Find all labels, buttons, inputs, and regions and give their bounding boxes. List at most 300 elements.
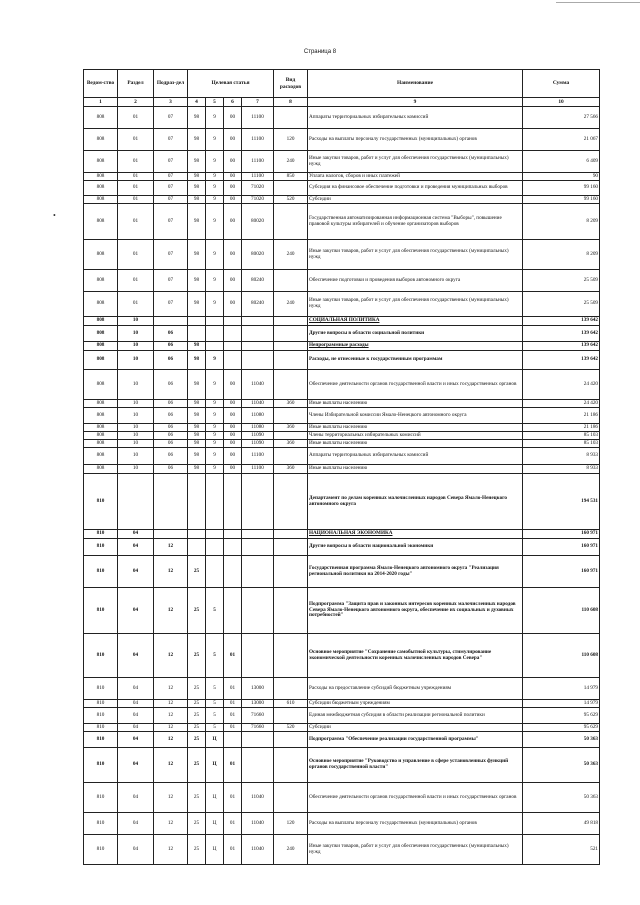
section-code: 01	[118, 181, 154, 196]
direction-code: 11090	[242, 432, 274, 440]
header-section: Раздел	[118, 70, 154, 98]
dept-code: 810	[84, 634, 118, 678]
subprogram-code: 9	[206, 181, 224, 196]
program-code: 25	[188, 634, 206, 678]
subprogram-code: 9	[206, 408, 224, 424]
dept-code: 808	[84, 173, 118, 181]
program-code: 98	[188, 196, 206, 204]
direction-code	[242, 342, 274, 351]
event-code: 00	[224, 270, 242, 292]
program-code: 98	[188, 351, 206, 370]
section-code: 01	[118, 151, 154, 173]
program-code: 98	[188, 292, 206, 317]
table-row	[84, 539, 600, 556]
subprogram-code	[206, 342, 224, 351]
direction-code: 11100	[242, 107, 274, 129]
subsection-code: 12	[154, 732, 188, 748]
section-code: 04	[118, 539, 154, 556]
program-code: 98	[188, 432, 206, 440]
subsection-code: 07	[154, 107, 188, 129]
direction-code	[242, 474, 274, 530]
subsection-code: 07	[154, 196, 188, 204]
column-number: 1	[84, 98, 118, 107]
direction-code: 71020	[242, 196, 274, 204]
subprogram-code: 9	[206, 292, 224, 317]
subprogram-code: 9	[206, 151, 224, 173]
dept-code: 808	[84, 204, 118, 240]
subprogram-code: 9	[206, 196, 224, 204]
program-code: 98	[188, 424, 206, 432]
item-name: Другие вопросы в области социальной политики	[308, 326, 523, 342]
event-code	[224, 732, 242, 748]
subsection-code: 07	[154, 173, 188, 181]
subsection-code: 07	[154, 151, 188, 173]
dept-code: 808	[84, 351, 118, 370]
section-code: 01	[118, 196, 154, 204]
scan-edge-line	[556, 2, 640, 3]
event-code: 00	[224, 448, 242, 465]
section-code: 10	[118, 408, 154, 424]
table-row	[84, 440, 600, 448]
expense-type-code	[274, 107, 308, 129]
table-row	[84, 107, 600, 129]
table-row	[84, 634, 600, 678]
expense-type-code	[274, 732, 308, 748]
dept-code: 810	[84, 813, 118, 835]
program-code: 25	[188, 708, 206, 724]
section-code: 04	[118, 678, 154, 700]
subprogram-code	[206, 317, 224, 326]
direction-code: 11040	[242, 400, 274, 408]
program-code: 98	[188, 173, 206, 181]
table-row	[84, 129, 600, 151]
direction-code: 11100	[242, 448, 274, 465]
direction-code: 80020	[242, 240, 274, 270]
subsection-code: 06	[154, 465, 188, 474]
table-row	[84, 530, 600, 539]
subsection-code: 12	[154, 556, 188, 588]
subsection-code: 12	[154, 813, 188, 835]
event-code: 00	[224, 424, 242, 432]
section-code: 01	[118, 240, 154, 270]
column-number: 6	[224, 98, 242, 107]
subprogram-code: 9	[206, 440, 224, 448]
program-code: 25	[188, 783, 206, 813]
subprogram-code: 9	[206, 107, 224, 129]
column-number: 10	[523, 98, 600, 107]
direction-code: 11040	[242, 783, 274, 813]
table-row	[84, 835, 600, 865]
subsection-code: 12	[154, 708, 188, 724]
table-row	[84, 708, 600, 724]
section-code: 04	[118, 708, 154, 724]
expense-type-code	[274, 204, 308, 240]
subsection-code: 12	[154, 678, 188, 700]
subprogram-code: 9	[206, 270, 224, 292]
expense-type-code	[274, 530, 308, 539]
event-code: 01	[224, 678, 242, 700]
section-code: 04	[118, 588, 154, 634]
item-name: НАЦИОНАЛЬНАЯ ЭКОНОМИКА	[308, 530, 523, 539]
dept-code: 808	[84, 151, 118, 173]
expense-type-code: 610	[274, 700, 308, 708]
dept-code: 808	[84, 181, 118, 196]
event-code: 01	[224, 724, 242, 732]
header-row	[84, 70, 600, 98]
dept-code: 810	[84, 748, 118, 783]
expense-type-code	[274, 678, 308, 700]
expense-type-code: 850	[274, 173, 308, 181]
section-code	[118, 474, 154, 530]
expense-type-code	[274, 370, 308, 400]
subprogram-code: 9	[206, 240, 224, 270]
subsection-code: 06	[154, 326, 188, 342]
item-sum: 160 971	[523, 530, 600, 539]
item-sum: 110 608	[523, 588, 600, 634]
column-number: 5	[206, 98, 224, 107]
item-sum: 50 363	[523, 732, 600, 748]
item-sum: 95 629	[523, 708, 600, 724]
subsection-code: 07	[154, 270, 188, 292]
direction-code	[242, 732, 274, 748]
expense-type-code	[274, 634, 308, 678]
item-sum: 50 363	[523, 783, 600, 813]
section-code: 10	[118, 448, 154, 465]
item-name: Субсидии	[308, 196, 523, 204]
table-row	[84, 342, 600, 351]
dept-code: 810	[84, 474, 118, 530]
section-code: 10	[118, 432, 154, 440]
item-name: Расходы на предоставление субсидий бюджетным учреждениям	[308, 678, 523, 700]
column-number: 7	[242, 98, 274, 107]
subprogram-code: 9	[206, 400, 224, 408]
table-row	[84, 813, 600, 835]
item-name: Субсидии бюджетным учреждениям	[308, 700, 523, 708]
expense-type-code	[274, 317, 308, 326]
subprogram-code: 5	[206, 708, 224, 724]
direction-code: 11100	[242, 151, 274, 173]
expense-type-code	[274, 588, 308, 634]
budget-table	[83, 69, 600, 865]
expense-type-code: 240	[274, 240, 308, 270]
event-code	[224, 351, 242, 370]
table-row	[84, 783, 600, 813]
event-code	[224, 588, 242, 634]
direction-code: 11100	[242, 465, 274, 474]
subprogram-code: Ц	[206, 835, 224, 865]
event-code: 01	[224, 700, 242, 708]
item-name: Расходы на выплаты персоналу государственных (муниципальных) органов	[308, 813, 523, 835]
program-code: 98	[188, 370, 206, 400]
subsection-code: 06	[154, 424, 188, 432]
direction-code: 13000	[242, 700, 274, 708]
expense-type-code: 520	[274, 724, 308, 732]
direction-code	[242, 539, 274, 556]
program-code: 25	[188, 813, 206, 835]
event-code: 00	[224, 173, 242, 181]
table-row	[84, 204, 600, 240]
program-code: 98	[188, 240, 206, 270]
item-name: Департамент по делам коренных малочисленных народов Севера Ямало-Ненецкого автономного округа	[308, 474, 523, 530]
item-name: Аппараты территориальных избирательных комиссий	[308, 107, 523, 129]
subsection-code	[154, 317, 188, 326]
direction-code: 71660	[242, 708, 274, 724]
item-name: Единая межбюджетная субсидия в области реализации региональной политики	[308, 708, 523, 724]
table-row	[84, 732, 600, 748]
expense-type-code	[274, 708, 308, 724]
item-name: Основное мероприятие "Руководство и управление в сфере установленных функций органов государственной власти"	[308, 748, 523, 783]
program-code: 25	[188, 748, 206, 783]
item-sum: 8 209	[523, 204, 600, 240]
column-number-row	[84, 98, 600, 107]
item-sum: 139 642	[523, 317, 600, 326]
direction-code: 80240	[242, 292, 274, 317]
item-name: Иные выплаты населению	[308, 424, 523, 432]
item-name: Аппараты территориальных избирательных комиссий	[308, 448, 523, 465]
event-code: 00	[224, 292, 242, 317]
dept-code: 810	[84, 678, 118, 700]
program-code: 98	[188, 440, 206, 448]
direction-code	[242, 748, 274, 783]
table-row	[84, 408, 600, 424]
section-code: 04	[118, 634, 154, 678]
item-sum: 14 979	[523, 678, 600, 700]
event-code	[224, 530, 242, 539]
subprogram-code: 5	[206, 724, 224, 732]
subprogram-code: Ц	[206, 813, 224, 835]
program-code: 25	[188, 732, 206, 748]
subsection-code: 06	[154, 400, 188, 408]
table-row	[84, 700, 600, 708]
section-code: 01	[118, 204, 154, 240]
column-number: 9	[308, 98, 523, 107]
subprogram-code: Ц	[206, 732, 224, 748]
section-code: 04	[118, 783, 154, 813]
direction-code	[242, 634, 274, 678]
direction-code	[242, 556, 274, 588]
subprogram-code: Ц	[206, 748, 224, 783]
item-sum: 21 186	[523, 408, 600, 424]
subsection-code: 12	[154, 588, 188, 634]
section-code: 01	[118, 129, 154, 151]
section-code: 10	[118, 400, 154, 408]
program-code: 25	[188, 724, 206, 732]
item-sum: 27 566	[523, 107, 600, 129]
subsection-code: 06	[154, 440, 188, 448]
item-sum: 49 818	[523, 813, 600, 835]
item-name: Другие вопросы в области национальной экономики	[308, 539, 523, 556]
section-code: 10	[118, 326, 154, 342]
table-row	[84, 151, 600, 173]
expense-type-code	[274, 448, 308, 465]
subprogram-code: 5	[206, 700, 224, 708]
section-code: 10	[118, 465, 154, 474]
item-sum: 50 363	[523, 748, 600, 783]
item-name: Иные выплаты населению	[308, 440, 523, 448]
subprogram-code: 9	[206, 424, 224, 432]
event-code	[224, 474, 242, 530]
subsection-code: 12	[154, 748, 188, 783]
event-code: 01	[224, 748, 242, 783]
column-number: 4	[188, 98, 206, 107]
subsection-code: 06	[154, 351, 188, 370]
program-code: 25	[188, 835, 206, 865]
subprogram-code: 5	[206, 678, 224, 700]
event-code: 00	[224, 240, 242, 270]
item-sum: 95 629	[523, 724, 600, 732]
program-code: 98	[188, 448, 206, 465]
program-code: 98	[188, 408, 206, 424]
dept-code: 810	[84, 556, 118, 588]
event-code: 00	[224, 465, 242, 474]
expense-type-code	[274, 270, 308, 292]
event-code	[224, 326, 242, 342]
event-code: 00	[224, 204, 242, 240]
section-code: 01	[118, 292, 154, 317]
item-sum: 24 420	[523, 400, 600, 408]
item-sum: 139 642	[523, 351, 600, 370]
table-row	[84, 351, 600, 370]
table-body	[84, 107, 600, 865]
program-code: 25	[188, 700, 206, 708]
dept-code: 808	[84, 317, 118, 326]
item-sum: 139 642	[523, 342, 600, 351]
subprogram-code: 9	[206, 204, 224, 240]
dept-code: 810	[84, 732, 118, 748]
table-row	[84, 292, 600, 317]
item-sum: 160 971	[523, 539, 600, 556]
event-code: 00	[224, 370, 242, 400]
dept-code: 810	[84, 700, 118, 708]
table-row	[84, 240, 600, 270]
subprogram-code	[206, 326, 224, 342]
table-row	[84, 400, 600, 408]
item-name: Непрограммные расходы	[308, 342, 523, 351]
direction-code: 11100	[242, 173, 274, 181]
item-name: Иные выплаты населению	[308, 400, 523, 408]
event-code: 00	[224, 181, 242, 196]
table-row	[84, 424, 600, 432]
item-sum: 85 103	[523, 432, 600, 440]
direction-code	[242, 351, 274, 370]
subsection-code: 12	[154, 724, 188, 732]
subprogram-code	[206, 556, 224, 588]
expense-type-code: 360	[274, 424, 308, 432]
dept-code: 808	[84, 408, 118, 424]
item-name: Расходы, не отнесенные к государственным программам	[308, 351, 523, 370]
dept-code: 810	[84, 588, 118, 634]
dept-code: 808	[84, 465, 118, 474]
section-code: 04	[118, 530, 154, 539]
event-code: 00	[224, 408, 242, 424]
table-row	[84, 678, 600, 700]
event-code: 00	[224, 440, 242, 448]
subprogram-code: 9	[206, 465, 224, 474]
table-row	[84, 588, 600, 634]
table-row	[84, 474, 600, 530]
expense-type-code	[274, 748, 308, 783]
direction-code: 11040	[242, 813, 274, 835]
scan-mark: •	[53, 211, 56, 220]
page-label: Страница 8	[303, 49, 337, 55]
subprogram-code: 9	[206, 129, 224, 151]
event-code	[224, 317, 242, 326]
expense-type-code: 520	[274, 196, 308, 204]
item-name: Уплата налогов, сборов и иных платежей	[308, 173, 523, 181]
table-row	[84, 326, 600, 342]
dept-code: 808	[84, 326, 118, 342]
event-code: 00	[224, 107, 242, 129]
subsection-code: 12	[154, 700, 188, 708]
section-code: 10	[118, 317, 154, 326]
item-sum: 99 160	[523, 181, 600, 196]
table-row	[84, 317, 600, 326]
expense-type-code	[274, 326, 308, 342]
item-name: Иные закупки товаров, работ и услуг для обеспечения государственных (муниципальных) нужд	[308, 240, 523, 270]
direction-code: 11100	[242, 129, 274, 151]
table-row	[84, 270, 600, 292]
section-code: 04	[118, 748, 154, 783]
event-code: 00	[224, 196, 242, 204]
expense-type-code	[274, 432, 308, 440]
subprogram-code	[206, 474, 224, 530]
subprogram-code: 9	[206, 370, 224, 400]
expense-type-code: 360	[274, 465, 308, 474]
expense-type-code	[274, 181, 308, 196]
item-sum: 24 420	[523, 370, 600, 400]
section-code: 04	[118, 813, 154, 835]
item-name: Субсидия на финансовое обеспечение подготовки и проведения муниципальных выборов	[308, 181, 523, 196]
item-name: Иные закупки товаров, работ и услуг для обеспечения государственных (муниципальных) нужд	[308, 835, 523, 865]
subsection-code: 12	[154, 783, 188, 813]
header-department: Ведом-ство	[84, 70, 118, 98]
program-code: 25	[188, 556, 206, 588]
table-row	[84, 173, 600, 181]
subsection-code	[154, 530, 188, 539]
program-code: 98	[188, 107, 206, 129]
item-name: Государственная программа Ямало-Ненецкого автономного округа "Реализация региональной политики на 2014-2020 годы"	[308, 556, 523, 588]
subsection-code: 06	[154, 342, 188, 351]
dept-code: 808	[84, 196, 118, 204]
dept-code: 810	[84, 783, 118, 813]
dept-code: 808	[84, 424, 118, 432]
program-code: 98	[188, 342, 206, 351]
expense-type-code: 240	[274, 835, 308, 865]
subsection-code: 12	[154, 634, 188, 678]
direction-code	[242, 530, 274, 539]
program-code: 98	[188, 204, 206, 240]
program-code	[188, 530, 206, 539]
direction-code: 11080	[242, 424, 274, 432]
program-code: 25	[188, 678, 206, 700]
direction-code: 11080	[242, 408, 274, 424]
expense-type-code: 240	[274, 292, 308, 317]
item-sum: 21 186	[523, 424, 600, 432]
column-number: 8	[274, 98, 308, 107]
program-code: 98	[188, 151, 206, 173]
program-code	[188, 317, 206, 326]
direction-code: 11040	[242, 370, 274, 400]
expense-type-code: 240	[274, 151, 308, 173]
event-code: 01	[224, 783, 242, 813]
program-code: 98	[188, 129, 206, 151]
direction-code	[242, 588, 274, 634]
program-code: 98	[188, 270, 206, 292]
event-code: 01	[224, 813, 242, 835]
section-code: 10	[118, 440, 154, 448]
header-subsection: Подраз-дел	[154, 70, 188, 98]
item-name: Члены Избирательной комиссии Ямало-Ненецкого автономного округа	[308, 408, 523, 424]
